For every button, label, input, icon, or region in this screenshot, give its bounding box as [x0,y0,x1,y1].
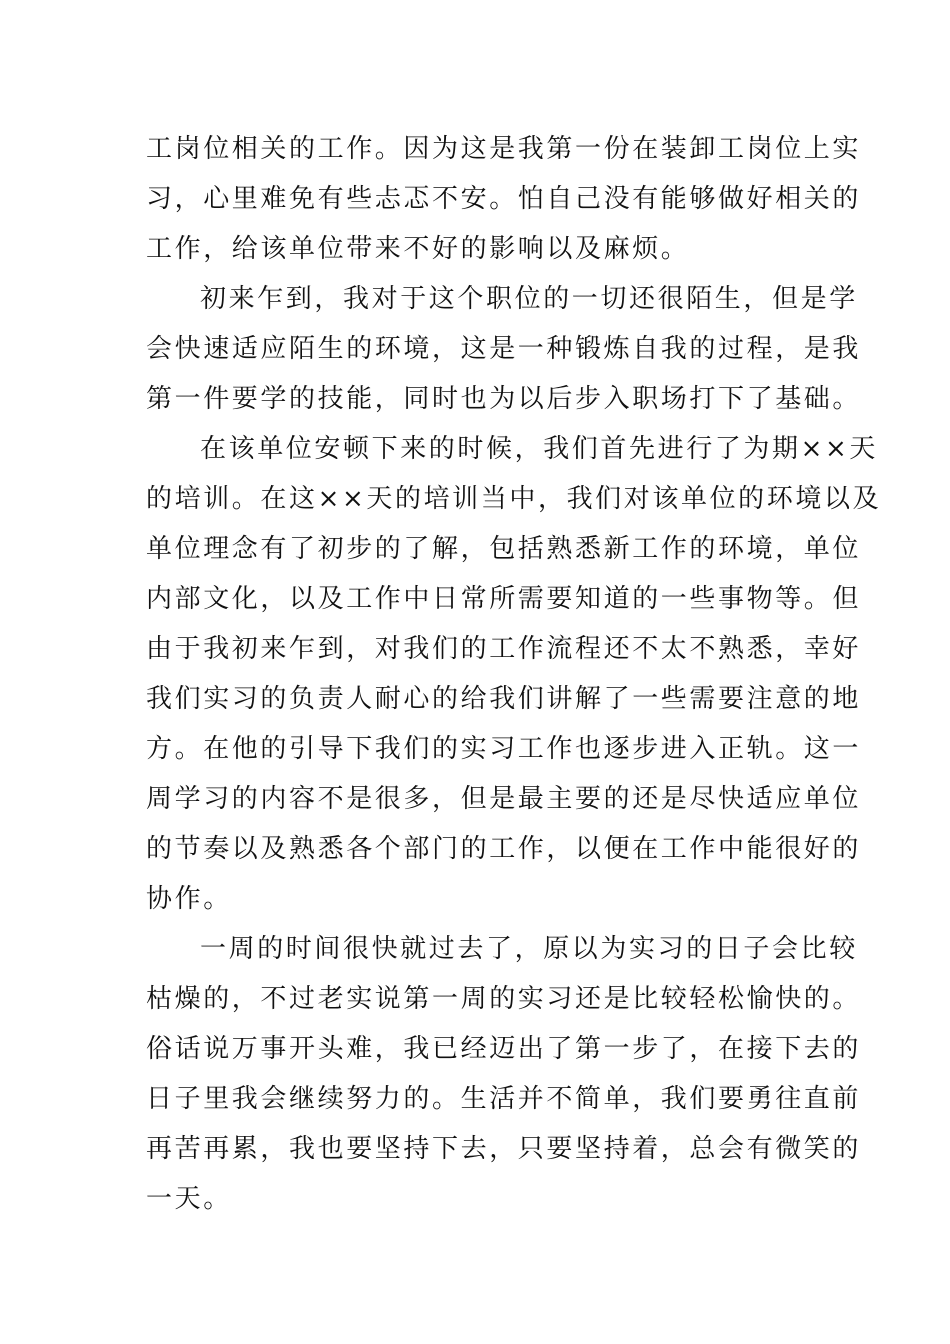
text-line: 内部文化，以及工作中日常所需要知道的一些事物等。但 [146,584,862,614]
text-line: 俗话说万事开头难，我已经迈出了第一步了，在接下去的 [146,1034,862,1064]
text-line: 工作，给该单位带来不好的影响以及麻烦。 [146,234,690,264]
text-line: 周学习的内容不是很多，但是最主要的还是尽快适应单位 [146,784,862,814]
body-text [146,124,882,1224]
text-line: 的培训。在这××天的培训当中，我们对该单位的环境以及 [146,484,882,514]
text-line: 工岗位相关的工作。因为这是我第一份在装卸工岗位上实 [146,134,862,164]
text-line: 在该单位安顿下来的时候，我们首先进行了为期××天 [200,434,878,464]
text-line: 枯燥的，不过老实说第一周的实习还是比较轻松愉快的。 [146,984,862,1014]
text-line: 的节奏以及熟悉各个部门的工作，以便在工作中能很好的 [146,834,862,864]
paragraph-3 [146,424,882,924]
text-line: 由于我初来乍到，对我们的工作流程还不太不熟悉，幸好 [146,634,862,664]
text-line: 习，心里难免有些忐忑不安。怕自己没有能够做好相关的 [146,184,862,214]
paragraph-4 [146,924,862,1224]
text-line: 一天。 [146,1184,232,1214]
text-line: 再苦再累，我也要坚持下去，只要坚持着，总会有微笑的 [146,1134,862,1164]
text-line: 第一件要学的技能，同时也为以后步入职场打下了基础。 [146,384,862,414]
text-line: 初来乍到，我对于这个职位的一切还很陌生，但是学 [200,284,858,314]
text-line: 会快速适应陌生的环境，这是一种锻炼自我的过程，是我 [146,334,862,364]
paragraph-2 [146,274,862,424]
text-line: 协作。 [146,884,232,914]
paragraph-1 [146,124,862,274]
text-line: 单位理念有了初步的了解，包括熟悉新工作的环境，单位 [146,534,862,564]
text-line: 日子里我会继续努力的。生活并不简单，我们要勇往直前 [146,1084,862,1114]
text-line: 我们实习的负责人耐心的给我们讲解了一些需要注意的地 [146,684,862,714]
text-line: 一周的时间很快就过去了，原以为实习的日子会比较 [200,934,858,964]
text-line: 方。在他的引导下我们的实习工作也逐步进入正轨。这一 [146,734,862,764]
